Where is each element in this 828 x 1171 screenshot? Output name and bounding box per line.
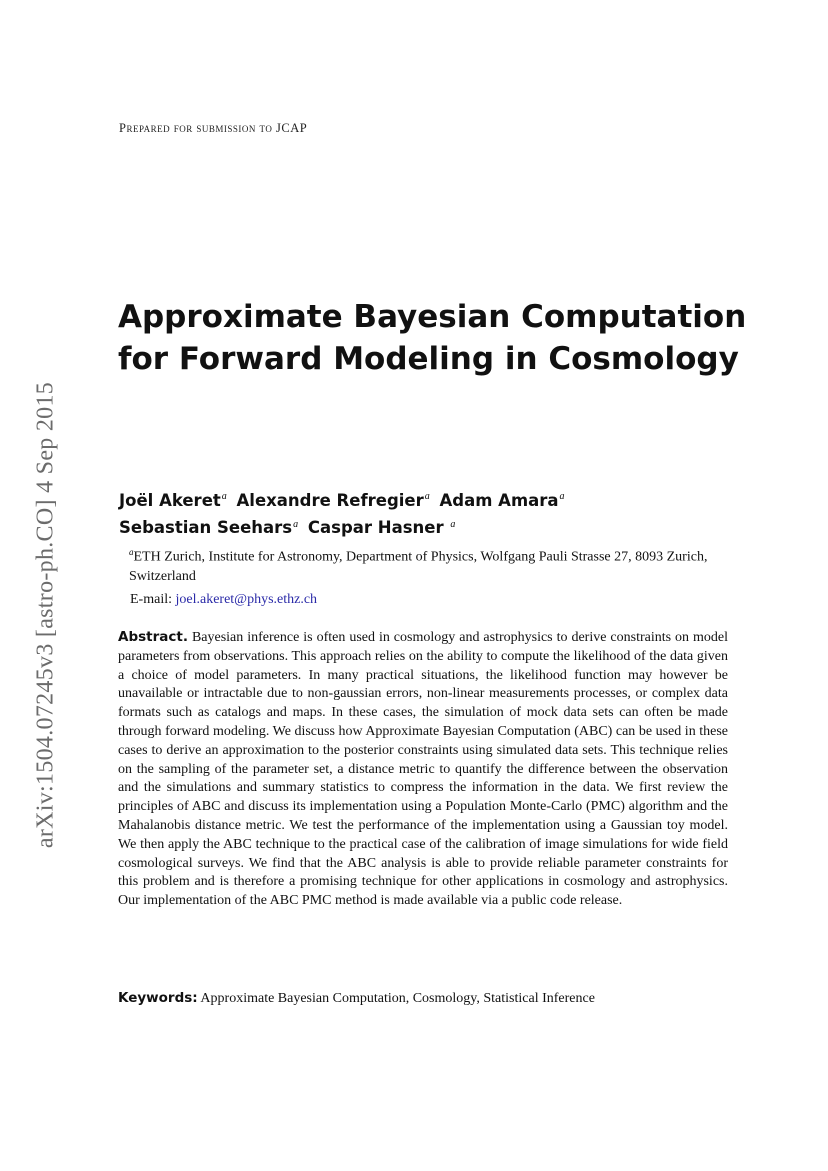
arxiv-identifier-stamp: arXiv:1504.07245v3 [astro-ph.CO] 4 Sep 2015 <box>32 381 59 849</box>
title-line-1: Approximate Bayesian Computation <box>118 299 747 335</box>
author-affiliation-marker: a <box>450 518 456 530</box>
affiliation-text: ETH Zurich, Institute for Astronomy, Department of Physics, Wolfgang Pauli Strasse 27, 8093 Zurich, Switzerland <box>129 549 708 585</box>
author-list <box>119 485 739 540</box>
affiliation-marker: a <box>129 547 134 557</box>
author <box>237 491 430 510</box>
author-affiliation-marker: a <box>221 491 227 502</box>
contact-email <box>130 592 317 608</box>
author-affiliation-marker: a <box>559 491 565 502</box>
author-name: Alexandre Refregier <box>236 490 424 510</box>
submission-note: Prepared for submission to JCAP <box>119 121 308 135</box>
keywords <box>118 990 738 1007</box>
email-label: E-mail: <box>130 592 172 607</box>
abstract-text: Bayesian inference is often used in cosmology and astrophysics to derive constraints on model parameters from observations. This approach relies on the ability to compute the likelihood of the data given a choice of model parameters. In many practical situations, the likelihood function may however be unavailable or intractable due to non-gaussian errors, non-linear measurements processes, or complex data formats such as catalogs and maps. In these cases, the simulation of mock data sets can often be made through forward modeling. We discuss how Approximate Bayesian Computation (ABC) can be used in these cases to derive an approximation to the posterior constraints using simulated data sets. This technique relies on the sampling of the parameter set, a distance metric to quantify the difference between the observation and the simulations and summary statistics to compress the information in the data. We first review the principles of ABC and discuss its implementation using a Population Monte-Carlo (PMC) algorithm and the Mahalanobis distance metric. We test the performance of the implementation using a Gaussian toy model. We then apply the ABC technique to the practical case of the calibration of image simulations for wide field cosmological surveys. We find that the ABC analysis is able to provide reliable parameter constraints for this problem and is therefore a promising technique for other applications in cosmology and astrophysics. Our implementation of the ABC PMC method is made available via a public code release. <box>118 630 729 909</box>
author-name: Caspar Hasner <box>307 518 444 537</box>
keywords-text: Approximate Bayesian Computation, Cosmology, Statistical Inference <box>200 991 595 1006</box>
abstract <box>118 628 728 911</box>
author <box>308 518 455 537</box>
author-name: Sebastian Seehars <box>119 518 293 537</box>
author-name: Adam Amara <box>439 490 559 510</box>
author <box>440 491 565 510</box>
keywords-heading: Keywords: <box>118 990 198 1006</box>
author <box>119 518 298 537</box>
author-name: Joël Akeret <box>119 490 221 510</box>
author-affiliation-marker: a <box>293 518 299 530</box>
affiliation <box>129 543 734 587</box>
email-link[interactable]: joel.akeret@phys.ethz.ch <box>175 592 318 607</box>
author-affiliation-marker: a <box>424 491 430 502</box>
title-line-2: for Forward Modeling in Cosmology <box>118 341 739 377</box>
paper-title <box>118 296 758 380</box>
author <box>119 491 227 510</box>
abstract-heading: Abstract. <box>118 629 188 645</box>
